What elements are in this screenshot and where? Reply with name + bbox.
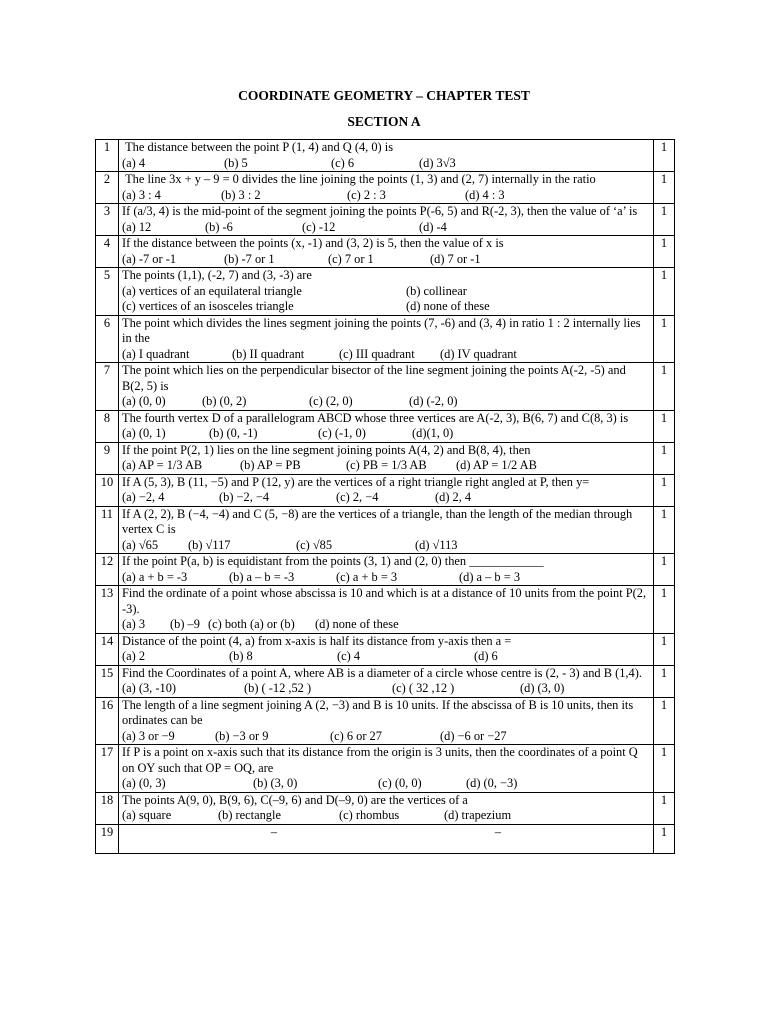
options-row [122,284,650,300]
question-text: The point which lies on the perpendicular bisector of the line segment joining the points A(-2, -5) and B(2, 5) is [122,363,626,393]
answer-option: (c) (0, 0) [378,776,422,790]
question-text: The points (1,1), (-2, 7) and (3, -3) are [122,268,312,282]
question-row [96,172,675,204]
options-row [122,394,650,410]
answer-option: (c) 4 [337,649,361,663]
question-row [96,204,675,236]
answer-option: (c) 6 or 27 [330,728,382,743]
question-text: The length of a line segment joining A (2, −3) and B is 10 units. If the abscissa of B is 10 units, then its ordinates can be [122,697,634,727]
marks-cell: 1 [654,586,675,634]
answer-option: (d)(1, 0) [412,426,454,440]
marks-cell: 1 [654,792,675,824]
marks-cell: 1 [654,506,675,554]
answer-option: (d) √113 [415,537,458,552]
answer-option: (a) I quadrant [122,346,190,361]
options-row [122,156,650,172]
question-text: If P is a point on x-axis such that its distance from the origin is 3 units, then the coordinates of a point Q on OY such that OP = OQ, are [122,745,638,775]
answer-option: (c) (-1, 0) [318,426,366,440]
question-text: If the distance between the points (x, -1) and (3, 2) is 5, then the value of x is [122,236,504,250]
question-row [96,236,675,268]
answer-option: (d) (3, 0) [520,681,565,695]
answer-option: (c) vertices of an isosceles triangle [122,299,294,313]
question-number: 11 [96,506,119,554]
question-number: 9 [96,442,119,474]
question-row [96,363,675,411]
answer-option: – [270,824,278,839]
question-cell [119,554,654,586]
questions-table [95,139,675,854]
marks-cell: 1 [654,140,675,172]
question-text: If A (5, 3), B (11, −5) and P (12, y) are the vertices of a right triangle right angled at P, then y= [122,474,590,489]
marks-cell: 1 [654,474,675,506]
options-row [122,825,650,841]
answer-option: (c) III quadrant [339,346,415,361]
answer-option: (a) 3 : 4 [122,187,161,202]
question-cell [119,204,654,236]
answer-option: (a) -7 or -1 [122,251,177,266]
answer-option: (d) (-2, 0) [409,394,458,408]
answer-option: (b) 3 : 2 [221,187,261,202]
options-row [122,808,650,824]
answer-option: (a) 4 [122,155,146,170]
question-number: 1 [96,140,119,172]
answer-option: (d) trapezium [444,808,512,822]
question-number: 3 [96,204,119,236]
options-row [122,617,650,633]
answer-option: (d) 6 [474,649,498,663]
question-row [96,586,675,634]
question-row [96,506,675,554]
section-heading: SECTION A [347,114,421,129]
options-row [122,776,650,792]
question-cell [119,140,654,172]
marks-cell: 1 [654,236,675,268]
question-number: 5 [96,268,119,316]
answer-option: (a) (0, 3) [122,776,166,790]
question-text: The line 3x + y – 9 = 0 divides the line joining the points (1, 3) and (2, 7) internally in the ratio [122,172,596,186]
options-row [122,188,650,204]
answer-option: (b) –9 [170,617,200,631]
marks-cell: 1 [654,172,675,204]
question-row [96,442,675,474]
options-row [122,649,650,665]
question-number: 19 [96,824,119,853]
answer-option: (d) a – b = 3 [459,569,521,584]
options-row [122,681,650,697]
answer-option: (b) (3, 0) [253,776,298,790]
question-row [96,697,675,745]
question-cell [119,665,654,697]
answer-option: (d) AP = 1/2 AB [456,458,537,472]
options-row [122,490,650,506]
answer-option: (a) square [122,808,172,822]
answer-option: (b) √117 [188,537,231,552]
answer-option: (a) AP = 1/3 AB [122,458,203,472]
options-row [122,570,650,586]
question-text: If the point P(a, b) is equidistant from the points (3, 1) and (2, 0) then ____________ [122,554,544,568]
answer-option: (d) IV quadrant [440,346,517,361]
answer-option: (a) √65 [122,537,159,552]
marks-cell: 1 [654,824,675,853]
answer-option: (a) a + b = -3 [122,569,188,584]
marks-cell: 1 [654,697,675,745]
question-text: Find the ordinate of a point whose abscissa is 10 and which is at a distance of 10 units from the point P(2, -3). [122,586,647,616]
question-number: 12 [96,554,119,586]
answer-option: (b) -7 or 1 [224,251,275,266]
options-row [122,252,650,268]
question-text: The distance between the point P (1, 4) and Q (4, 0) is [122,140,394,154]
question-row [96,824,675,853]
marks-cell: 1 [654,268,675,316]
options-row [122,426,650,442]
answer-option: (d) 3√3 [419,155,456,170]
marks-cell: 1 [654,633,675,665]
question-cell [119,824,654,853]
answer-option: (b) 5 [224,155,248,170]
question-number: 6 [96,315,119,363]
question-text: If the point P(2, 1) lies on the line segment joining points A(4, 2) and B(8, 4), then [122,442,531,457]
answer-option: (c) PB = 1/3 AB [346,458,427,472]
options-row [122,299,650,315]
question-row [96,268,675,316]
answer-option: (a) 12 [122,219,152,234]
answer-option: (c) √85 [296,537,333,552]
marks-cell: 1 [654,665,675,697]
question-number: 4 [96,236,119,268]
question-text: The points A(9, 0), B(9, 6), C(–9, 6) and D(–9, 0) are the vertices of a [122,792,468,807]
question-number: 13 [96,586,119,634]
page-title: COORDINATE GEOMETRY – CHAPTER TEST [238,88,530,103]
question-row [96,474,675,506]
question-number: 15 [96,665,119,697]
answer-option: (c) 7 or 1 [328,251,374,266]
options-row [122,538,650,554]
answer-option: (b) −3 or 9 [215,728,269,743]
question-number: 8 [96,410,119,442]
question-text: Find the Coordinates of a point A, where AB is a diameter of a circle whose centre is (2, - 3) and B (1,4). [122,665,642,680]
question-text: Distance of the point (4, a) from x-axis is half its distance from y-axis then a = [122,633,512,648]
question-number: 17 [96,745,119,793]
answer-option: (c) rhombus [339,808,400,822]
answer-option: (d) 7 or -1 [430,251,481,266]
answer-option: (b) a – b = -3 [229,569,295,584]
options-row [122,729,650,745]
question-cell [119,315,654,363]
question-text: The fourth vertex D of a parallelogram ABCD whose three vertices are A(-2, 3), B(6, 7) and C(8, 3) is [122,410,629,425]
answer-option: (a) 3 [122,617,146,631]
options-row [122,458,650,474]
answer-option: (b) rectangle [218,808,281,822]
answer-option: (d) −6 or −27 [440,728,507,743]
marks-cell: 1 [654,554,675,586]
question-number: 7 [96,363,119,411]
question-cell [119,792,654,824]
question-number: 14 [96,633,119,665]
marks-cell: 1 [654,204,675,236]
question-number: 18 [96,792,119,824]
question-number: 16 [96,697,119,745]
question-cell [119,363,654,411]
question-row [96,633,675,665]
answer-option: (d) (0, −3) [466,776,518,790]
answer-option: (b) AP = PB [240,458,301,472]
answer-option: (c) ( 32 ,12 ) [392,681,455,695]
answer-option: (a) (3, -10) [122,681,177,695]
question-text: If (a/3, 4) is the mid-point of the segment joining the points P(-6, 5) and R(-2, 3), then the value of ‘a’ is [122,204,638,218]
answer-option: (c) 2, −4 [336,490,379,504]
marks-cell: 1 [654,363,675,411]
question-cell [119,745,654,793]
question-row [96,315,675,363]
question-row [96,665,675,697]
question-cell [119,442,654,474]
answer-option: (a) −2, 4 [122,490,165,504]
question-row [96,410,675,442]
marks-cell: 1 [654,442,675,474]
question-cell [119,410,654,442]
answer-option: (b) II quadrant [232,346,305,361]
marks-cell: 1 [654,745,675,793]
answer-option: (b) -6 [205,219,233,234]
answer-option: (a) (0, 0) [122,394,166,408]
marks-cell: 1 [654,315,675,363]
answer-option: – [494,824,502,839]
answer-option: (d) 2, 4 [435,490,472,504]
answer-option: (c) 2 : 3 [347,187,386,202]
question-row [96,792,675,824]
question-cell [119,474,654,506]
answer-option: (c) both (a) or (b) [208,617,295,631]
answer-option: (b) ( -12 ,52 ) [244,681,312,695]
answer-option: (c) a + b = 3 [336,569,398,584]
question-cell [119,633,654,665]
answer-option: (b) −2, −4 [219,490,270,504]
question-cell [119,697,654,745]
answer-option: (b) (0, -1) [209,426,258,440]
answer-option: (a) (0, 1) [122,426,166,440]
question-cell [119,172,654,204]
answer-option: (c) (2, 0) [309,394,353,408]
question-row [96,140,675,172]
answer-option: (b) collinear [406,283,467,298]
answer-option: (c) -12 [302,219,336,234]
answer-option: (a) 3 or −9 [122,728,175,743]
question-text: If A (2, 2), B (−4, −4) and C (5, −8) are the vertices of a triangle, than the length of the median through vertex C is [122,506,633,536]
answer-option: (a) 2 [122,649,146,663]
question-number: 10 [96,474,119,506]
question-cell [119,586,654,634]
question-row [96,554,675,586]
options-row [122,347,650,363]
answer-option: (c) 6 [331,155,355,170]
answer-option: (b) 8 [229,649,253,663]
answer-option: (d) -4 [419,219,447,234]
answer-option: (b) (0, 2) [202,394,247,408]
answer-option: (d) 4 : 3 [465,187,505,202]
question-cell [119,236,654,268]
question-row [96,745,675,793]
question-cell [119,506,654,554]
marks-cell: 1 [654,410,675,442]
question-number: 2 [96,172,119,204]
answer-option: (d) none of these [406,299,490,313]
options-row [122,220,650,236]
answer-option: (d) none of these [315,617,399,631]
question-cell [119,268,654,316]
question-text: The point which divides the lines segment joining the points (7, -6) and (3, 4) in ratio 1 : 2 internally lies in the [122,315,641,345]
answer-option: (a) vertices of an equilateral triangle [122,283,302,298]
